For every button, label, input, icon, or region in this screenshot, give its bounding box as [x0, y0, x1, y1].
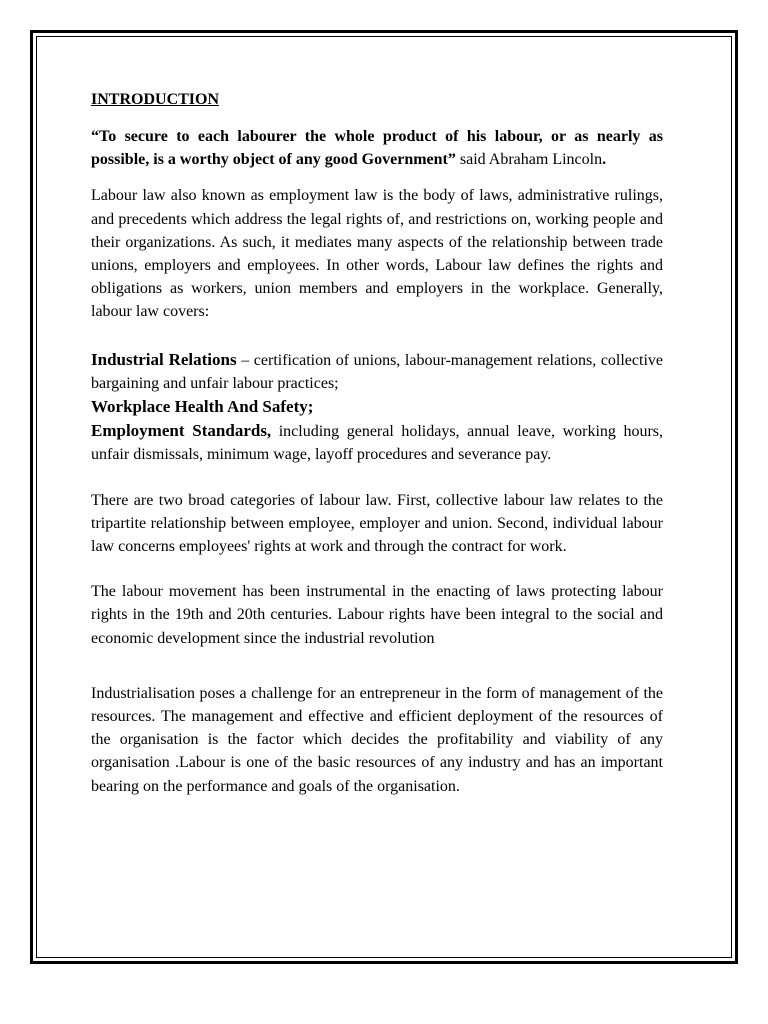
lincoln-quote	[91, 125, 663, 171]
section-heading: INTRODUCTION	[91, 91, 220, 108]
coverage-term-employment-standards: Employment Standards,	[91, 421, 272, 441]
paragraph-categories: There are two broad categories of labour law. First, collective labour law relates to the tripartite relationship between employee, employer and union. Second, individual labour law concerns employees' rights at work and through the contract for work.	[91, 491, 663, 556]
coverage-item-employment-standards	[91, 419, 663, 466]
quote-text: “To secure to each labourer the whole product of his labour, or as nearly as possible, is a worthy object of any good Government”	[91, 128, 663, 169]
paragraph-labour-movement: The labour movement has been instrumental in the enacting of laws protecting labour rights in the 19th and 20th centuries. Labour rights have been integral to the social and economic development since the industrial revolution	[91, 583, 663, 647]
paragraph-industrialisation: Industrialisation poses a challenge for an entrepreneur in the form of management of the resources. The management and effective and efficient deployment of the resources of the organisation is the factor which decides the profitability and viability of any organisation .Labour is one of the basic resources of any industry and has an important bearing on the performance and goals of the organisation.	[91, 684, 663, 795]
coverage-term-health-safety: Workplace Health And Safety;	[91, 397, 314, 417]
coverage-term-industrial-relations: Industrial Relations	[91, 349, 237, 369]
coverage-text-industrial-relations: – certification of unions, labour-management relations, collective bargaining and unfair labour practices;	[91, 351, 664, 392]
coverage-item-health-safety	[91, 395, 663, 419]
quote-end: .	[602, 151, 607, 169]
quote-attribution: said Abraham Lincoln	[455, 151, 603, 169]
paragraph-labour-law-definition: Labour law also known as employment law is the body of laws, administrative rulings, and precedents which address the legal rights of, and restrictions on, working people and their organizations. As such, it mediates many aspects of the relationship between trade unions, employers and employees. In other words, Labour law defines the rights and obligations as workers, union members and employers in the workplace. Generally, labour law covers:	[91, 187, 663, 321]
coverage-text-employment-standards: including general holidays, annual leave, working hours, unfair dismissals, minimum wage, layoff procedures and severance pay.	[91, 423, 664, 464]
coverage-item-industrial-relations	[91, 348, 663, 395]
document-body	[91, 88, 663, 798]
